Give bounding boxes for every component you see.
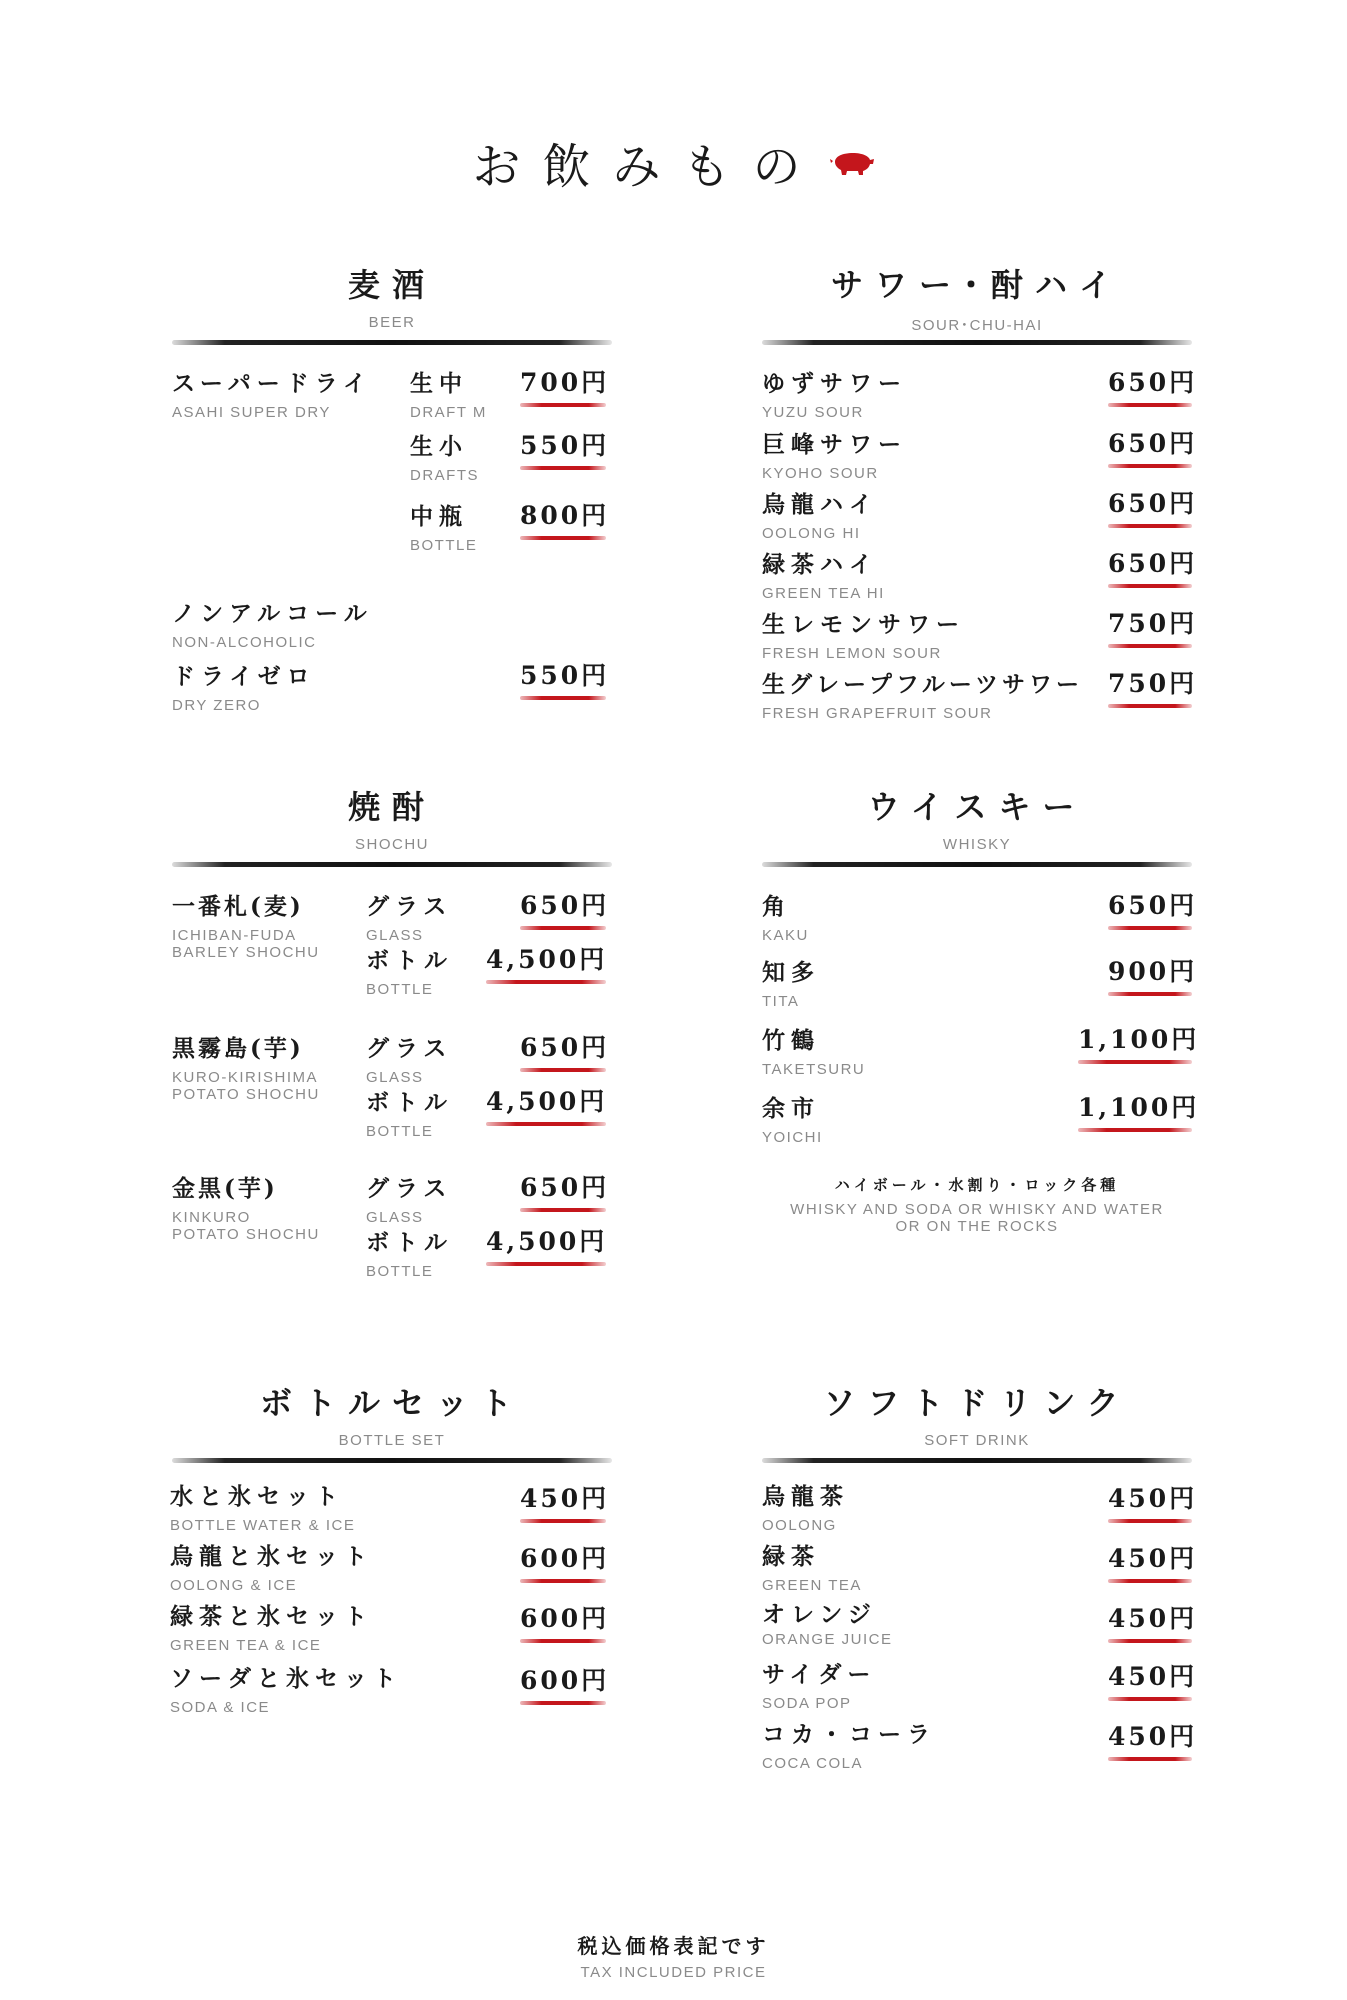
menu-item: スーパードライ ASAHI SUPER DRY — [172, 370, 373, 421]
size-item: ボトル BOTTLE — [366, 1089, 453, 1140]
size-item: ボトル BOTTLE — [366, 1229, 453, 1280]
price: 600円 — [520, 1539, 606, 1575]
menu-item: サイダー SODA POP — [762, 1661, 877, 1712]
menu-item: ノンアルコール NON-ALCOHOLIC — [172, 600, 373, 651]
section-subtitle: SOUR･CHU-HAI — [911, 317, 1043, 334]
menu-item: 巨峰サワー KYOHO SOUR — [762, 431, 907, 482]
menu-item: 竹鶴 TAKETSURU — [762, 1027, 866, 1078]
sour-section-header — [762, 260, 1192, 335]
price: 450円 — [1108, 1479, 1192, 1515]
price: 1,100円 — [1078, 1088, 1192, 1124]
menu-item: 余市 YOICHI — [762, 1095, 823, 1146]
menu-item: 緑茶と氷セット GREEN TEA & ICE — [170, 1603, 373, 1654]
menu-item: 生レモンサワー FRESH LEMON SOUR — [762, 611, 965, 662]
price: 4,500円 — [486, 1222, 606, 1258]
section-title: ソフトドリンク — [823, 1384, 1131, 1422]
price: 800円 — [520, 496, 606, 532]
price: 4,500円 — [486, 1082, 606, 1118]
size-item: 生中 DRAFT M — [410, 370, 487, 421]
size-item: 生小 DRAFTS — [410, 433, 479, 484]
divider — [172, 1458, 612, 1463]
price: 650円 — [1108, 484, 1192, 520]
price: 550円 — [520, 656, 606, 692]
section-subtitle: BEER — [368, 314, 416, 331]
menu-item: 烏龍茶 OOLONG — [762, 1483, 849, 1534]
menu-item: オレンジ ORANGE JUICE — [762, 1601, 893, 1648]
menu-item: 烏龍と氷セット OOLONG & ICE — [170, 1543, 373, 1594]
price: 1,100円 — [1078, 1020, 1192, 1056]
menu-item: 緑茶 GREEN TEA — [762, 1543, 862, 1594]
menu-item: 生グレープフルーツサワー FRESH GRAPEFRUIT SOUR — [762, 671, 1084, 722]
tax-note-en: TAX INCLUDED PRICE — [580, 1964, 767, 1981]
price: 750円 — [1108, 604, 1192, 640]
menu-item: コカ・コーラ COCA COLA — [762, 1721, 936, 1772]
tax-note: 税込価格表記です — [577, 1934, 770, 1958]
price: 650円 — [1108, 544, 1192, 580]
price: 650円 — [1108, 886, 1192, 922]
price: 900円 — [1108, 952, 1192, 988]
divider — [762, 340, 1192, 345]
menu-item: 黒霧島(芋) KURO-KIRISHIMA POTATO SHOCHU — [172, 1035, 320, 1103]
section-title: 焼酎 — [347, 788, 436, 826]
pig-icon — [829, 150, 875, 176]
menu-item: 緑茶ハイ GREEN TEA HI — [762, 551, 885, 602]
menu-item: 烏龍ハイ OOLONG HI — [762, 491, 878, 542]
price: 700円 — [520, 363, 606, 399]
size-item: グラス GLASS — [366, 1175, 453, 1226]
price: 600円 — [520, 1599, 606, 1635]
price: 600円 — [520, 1661, 606, 1697]
price: 650円 — [520, 1168, 606, 1204]
menu-item: 水と氷セット BOTTLE WATER & ICE — [170, 1483, 356, 1534]
section-title: ウイスキー — [867, 788, 1087, 826]
divider — [762, 1458, 1192, 1463]
price: 650円 — [1108, 363, 1192, 399]
section-title: 麦酒 — [347, 266, 436, 304]
size-item: グラス GLASS — [366, 1035, 453, 1086]
bottle-set-section-header — [172, 1378, 612, 1449]
divider — [172, 862, 612, 867]
section-subtitle: BOTTLE SET — [338, 1432, 446, 1449]
price: 450円 — [1108, 1657, 1192, 1693]
divider — [762, 862, 1192, 867]
price: 550円 — [520, 426, 606, 462]
soft-drink-section-header — [762, 1378, 1192, 1449]
shochu-section-header — [172, 782, 612, 853]
size-item: グラス GLASS — [366, 893, 453, 944]
price: 650円 — [1108, 424, 1192, 460]
price: 450円 — [520, 1479, 606, 1515]
price: 650円 — [520, 886, 606, 922]
price: 450円 — [1108, 1539, 1192, 1575]
menu-item: ドライゼロ DRY ZERO — [172, 663, 316, 714]
section-title: サワー･酎ハイ — [830, 266, 1123, 304]
section-subtitle: SHOCHU — [354, 836, 429, 853]
size-item: ボトル BOTTLE — [366, 947, 453, 998]
price: 450円 — [1108, 1599, 1192, 1635]
divider — [172, 340, 612, 345]
menu-item: ソーダと氷セット SODA & ICE — [170, 1665, 402, 1716]
menu-item: 知多 TITA — [762, 959, 820, 1010]
section-title: ボトルセット — [259, 1384, 524, 1422]
size-item: 中瓶 BOTTLE — [410, 503, 478, 554]
page-title: お飲みもの — [0, 128, 1347, 197]
price: 4,500円 — [486, 940, 606, 976]
section-subtitle: SOFT DRINK — [924, 1432, 1030, 1449]
menu-item: ゆずサワー YUZU SOUR — [762, 370, 907, 421]
price: 450円 — [1108, 1717, 1192, 1753]
section-subtitle: WHISKY — [942, 836, 1012, 853]
menu-item: 一番札(麦) ICHIBAN-FUDA BARLEY SHOCHU — [172, 893, 320, 961]
whisky-note: ハイボール・水割り・ロック各種 WHISKY AND SODA OR WHISKY AND WATER OR ON THE ROCKS — [790, 1176, 1164, 1235]
menu-item: 金黒(芋) KINKURO POTATO SHOCHU — [172, 1175, 320, 1243]
price: 650円 — [520, 1028, 606, 1064]
beer-section-header — [172, 260, 612, 331]
whisky-section-header — [762, 782, 1192, 853]
price: 750円 — [1108, 664, 1192, 700]
menu-item: 角 KAKU — [762, 893, 809, 944]
